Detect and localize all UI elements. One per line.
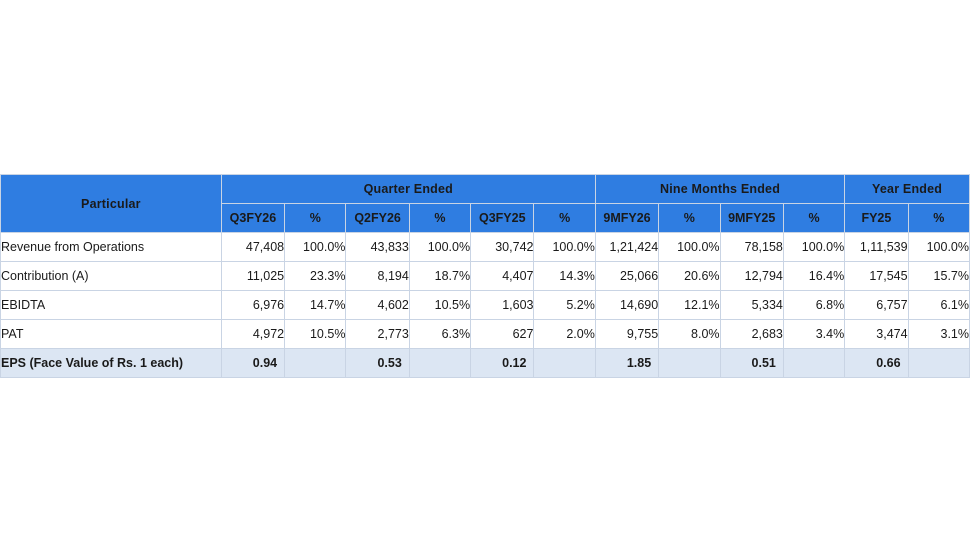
cell-value: 3,474	[845, 320, 908, 349]
header-particular: Particular	[1, 175, 222, 233]
header-col-q3fy25-pct: %	[534, 204, 595, 233]
cell-value: 4,602	[346, 291, 409, 320]
cell-value: 78,158	[720, 233, 783, 262]
row-label: EBIDTA	[1, 291, 222, 320]
cell-value: 100.0%	[783, 233, 844, 262]
table-row	[1, 291, 970, 320]
header-col-q3fy26: Q3FY26	[221, 204, 284, 233]
cell-value: 47,408	[221, 233, 284, 262]
cell-value: 8,194	[346, 262, 409, 291]
cell-value: 0.94	[221, 349, 284, 378]
header-col-9mfy26-pct: %	[659, 204, 720, 233]
financial-summary-table	[0, 174, 970, 378]
header-col-9mfy25-pct: %	[783, 204, 844, 233]
header-group-quarter-ended: Quarter Ended	[221, 175, 595, 204]
cell-value: 100.0%	[908, 233, 969, 262]
header-col-q2fy26: Q2FY26	[346, 204, 409, 233]
header-col-9mfy25: 9MFY25	[720, 204, 783, 233]
cell-value: 100.0%	[534, 233, 595, 262]
financial-summary-table-container	[0, 174, 970, 378]
group-header-row	[1, 175, 970, 204]
cell-value: 1,11,539	[845, 233, 908, 262]
cell-value: 1,603	[471, 291, 534, 320]
cell-value: 6,976	[221, 291, 284, 320]
cell-value: 25,066	[595, 262, 658, 291]
row-label: Revenue from Operations	[1, 233, 222, 262]
row-label: PAT	[1, 320, 222, 349]
row-label: Contribution (A)	[1, 262, 222, 291]
cell-value: 14.7%	[285, 291, 346, 320]
header-col-q3fy25: Q3FY25	[471, 204, 534, 233]
cell-value: 100.0%	[285, 233, 346, 262]
cell-value: 6.1%	[908, 291, 969, 320]
table-body	[1, 233, 970, 378]
cell-value: 10.5%	[285, 320, 346, 349]
header-col-9mfy26: 9MFY26	[595, 204, 658, 233]
cell-value: 12.1%	[659, 291, 720, 320]
cell-value: 627	[471, 320, 534, 349]
table-row	[1, 320, 970, 349]
table-row	[1, 233, 970, 262]
cell-value: 6,757	[845, 291, 908, 320]
cell-value: 20.6%	[659, 262, 720, 291]
cell-value	[659, 349, 720, 378]
header-col-fy25: FY25	[845, 204, 908, 233]
cell-value: 4,972	[221, 320, 284, 349]
cell-value: 10.5%	[409, 291, 470, 320]
cell-value	[285, 349, 346, 378]
header-group-year-ended: Year Ended	[845, 175, 970, 204]
cell-value: 5.2%	[534, 291, 595, 320]
cell-value: 30,742	[471, 233, 534, 262]
header-group-nine-months-ended: Nine Months Ended	[595, 175, 844, 204]
cell-value: 18.7%	[409, 262, 470, 291]
table-row	[1, 262, 970, 291]
cell-value: 6.8%	[783, 291, 844, 320]
cell-value: 14,690	[595, 291, 658, 320]
cell-value: 43,833	[346, 233, 409, 262]
cell-value: 1,21,424	[595, 233, 658, 262]
cell-value: 15.7%	[908, 262, 969, 291]
cell-value: 9,755	[595, 320, 658, 349]
cell-value: 2,773	[346, 320, 409, 349]
header-col-fy25-pct: %	[908, 204, 969, 233]
cell-value	[908, 349, 969, 378]
cell-value: 0.51	[720, 349, 783, 378]
cell-value: 1.85	[595, 349, 658, 378]
cell-value: 8.0%	[659, 320, 720, 349]
cell-value: 6.3%	[409, 320, 470, 349]
cell-value: 100.0%	[659, 233, 720, 262]
cell-value: 17,545	[845, 262, 908, 291]
cell-value: 0.53	[346, 349, 409, 378]
cell-value: 3.4%	[783, 320, 844, 349]
row-label: EPS (Face Value of Rs. 1 each)	[1, 349, 222, 378]
table-header	[1, 175, 970, 233]
cell-value: 5,334	[720, 291, 783, 320]
cell-value	[783, 349, 844, 378]
header-col-q3fy26-pct: %	[285, 204, 346, 233]
cell-value: 0.12	[471, 349, 534, 378]
cell-value: 23.3%	[285, 262, 346, 291]
cell-value: 0.66	[845, 349, 908, 378]
cell-value: 14.3%	[534, 262, 595, 291]
cell-value: 11,025	[221, 262, 284, 291]
cell-value: 3.1%	[908, 320, 969, 349]
table-row-eps	[1, 349, 970, 378]
cell-value: 2.0%	[534, 320, 595, 349]
cell-value	[409, 349, 470, 378]
header-col-q2fy26-pct: %	[409, 204, 470, 233]
cell-value: 100.0%	[409, 233, 470, 262]
cell-value: 2,683	[720, 320, 783, 349]
cell-value	[534, 349, 595, 378]
cell-value: 4,407	[471, 262, 534, 291]
cell-value: 12,794	[720, 262, 783, 291]
cell-value: 16.4%	[783, 262, 844, 291]
